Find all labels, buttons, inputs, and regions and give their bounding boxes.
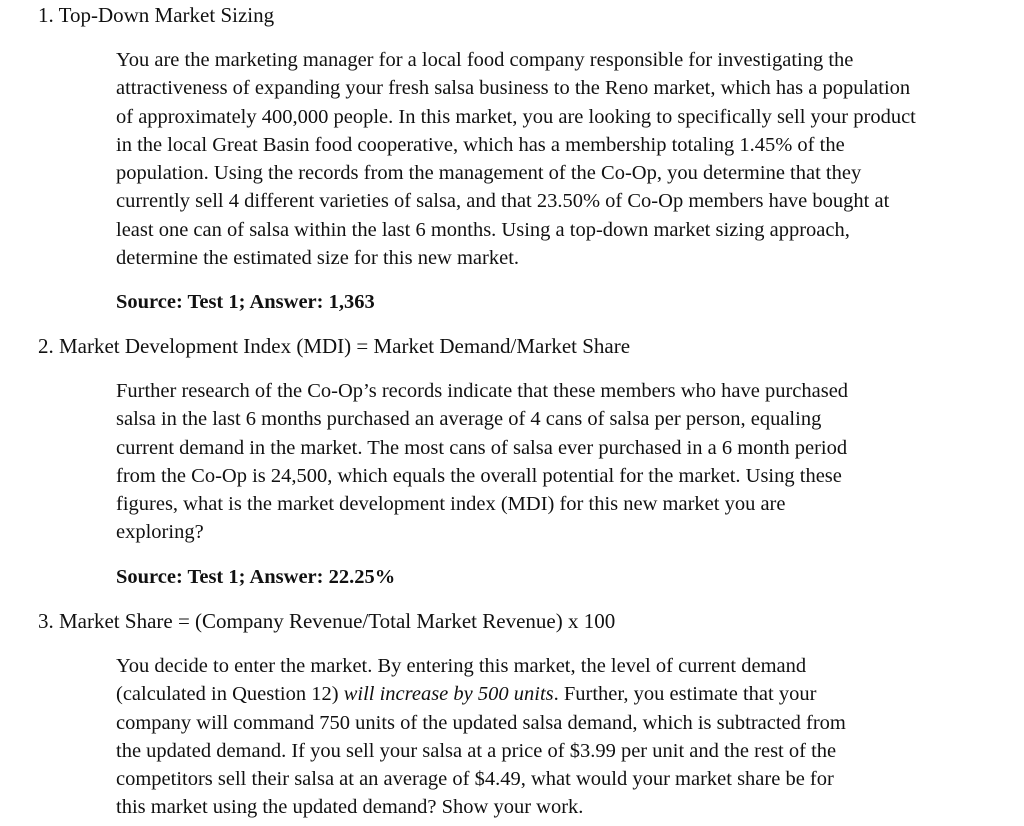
question-1-line-3: of approximately 400,000 people. In this market, you are looking to specifically sell your product bbox=[116, 105, 916, 128]
question-1-body bbox=[116, 46, 1016, 272]
question-2-line-6: exploring? bbox=[116, 521, 204, 544]
question-2-line-2: salsa in the last 6 months purchased an average of 4 cans of salsa per person, equaling bbox=[116, 408, 822, 431]
question-2-line-5: figures, what is the market development index (MDI) for this new market you are bbox=[116, 493, 786, 516]
question-1-heading: 1. Top-Down Market Sizing bbox=[38, 3, 275, 27]
question-3-line-3: company will command 750 units of the updated salsa demand, which is subtracted from bbox=[116, 711, 846, 734]
question-2-line-4: from the Co-Op is 24,500, which equals the overall potential for the market. Using these bbox=[116, 464, 842, 487]
question-3-line-6: this market using the updated demand? Show your work. bbox=[116, 796, 584, 819]
question-3-line-4: the updated demand. If you sell your salsa at a price of $3.99 per unit and the rest of the bbox=[116, 739, 837, 762]
question-3-heading: 3. Market Share = (Company Revenue/Total Market Revenue) x 100 bbox=[38, 609, 616, 633]
question-3-line-1: You decide to enter the market. By entering this market, the level of current demand bbox=[116, 655, 807, 677]
question-3-line-5: competitors sell their salsa at an average of $4.49, what would your market share be for bbox=[116, 768, 834, 791]
question-1-line-6: currently sell 4 different varieties of salsa, and that 23.50% of Co-Op members have bought at bbox=[116, 190, 890, 213]
question-3-line-2 bbox=[116, 680, 1016, 708]
question-1-line-8: determine the estimated size for this new market. bbox=[116, 247, 520, 270]
question-1-source: Source: Test 1; Answer: 1,363 bbox=[116, 291, 375, 313]
question-3-body bbox=[116, 652, 1016, 822]
question-1-line-7: least one can of salsa within the last 6 months. Using a top-down market sizing approach, bbox=[116, 218, 850, 241]
question-3-emphasis: will increase by 500 units bbox=[343, 683, 554, 706]
question-2-heading: 2. Market Development Index (MDI) = Market Demand/Market Share bbox=[38, 334, 631, 358]
question-2-body bbox=[116, 377, 1016, 547]
question-1-line-4: in the local Great Basin food cooperative, which has a membership totaling 1.45% of the bbox=[116, 133, 845, 156]
question-2-source: Source: Test 1; Answer: 22.25% bbox=[116, 566, 396, 588]
question-1-line-5: population. Using the records from the management of the Co-Op, you determine that they bbox=[116, 162, 862, 185]
question-1-line-1: You are the marketing manager for a local food company responsible for investigating the bbox=[116, 49, 854, 71]
question-3-line-2-end: . Further, you estimate that your bbox=[553, 683, 817, 706]
question-2-line-1: Further research of the Co-Op’s records indicate that these members who have purchased bbox=[116, 380, 849, 402]
question-1-line-2: attractiveness of expanding your fresh salsa business to the Reno market, which has a population bbox=[116, 77, 911, 100]
question-3-line-2-start: (calculated in Question 12) bbox=[116, 683, 344, 706]
question-2-line-3: current demand in the market. The most cans of salsa ever purchased in a 6 month period bbox=[116, 436, 848, 459]
